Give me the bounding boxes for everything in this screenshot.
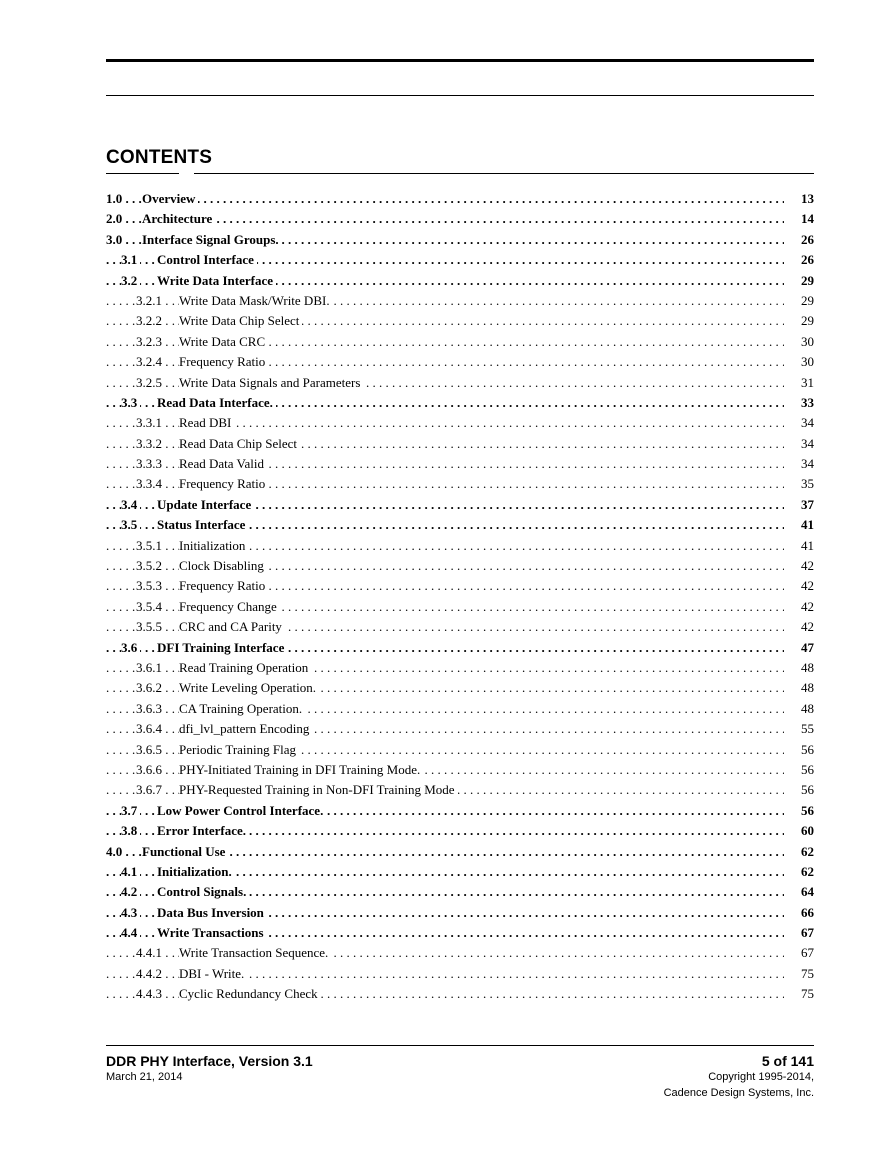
toc-entry-number: 3.4 xyxy=(121,495,140,515)
toc-entry-number: 4.3 xyxy=(121,903,140,923)
toc-entry-number: 4.1 xyxy=(121,862,140,882)
toc-entry-title: CA Training Operation. xyxy=(179,699,305,719)
toc-entry-number: 3.3.2 . . xyxy=(136,434,175,454)
toc-entry[interactable] xyxy=(106,189,814,209)
toc-entry[interactable] xyxy=(106,515,814,535)
toc-entry-page: 29 xyxy=(801,272,814,288)
toc-entry-number: 3.5.4 . . xyxy=(136,597,175,617)
toc-entry-title: Write Transactions xyxy=(157,923,267,943)
toc-entry-title: dfi_lvl_pattern Encoding xyxy=(179,719,312,739)
heading-underline-right xyxy=(194,173,814,174)
toc-entry-title: Frequency Ratio xyxy=(179,474,268,494)
toc-entry[interactable] xyxy=(106,556,814,576)
toc-entry-page: 47 xyxy=(801,639,814,655)
toc-entry-number: 3.2.2 . . xyxy=(136,311,175,331)
table-of-contents xyxy=(106,189,814,1005)
toc-entry[interactable] xyxy=(106,393,814,413)
toc-entry[interactable] xyxy=(106,862,814,882)
toc-entry[interactable] xyxy=(106,576,814,596)
toc-entry-title: Control Signals. xyxy=(157,882,249,902)
toc-entry-number: 3.5.5 . . xyxy=(136,617,175,637)
toc-entry-number: 3.3.3 . . xyxy=(136,454,175,474)
toc-entry[interactable] xyxy=(106,780,814,800)
toc-entry-page: 29 xyxy=(801,292,814,308)
toc-entry-number: 3.6.1 . . xyxy=(136,658,175,678)
toc-entry-title: Write Data Signals and Parameters xyxy=(179,373,363,393)
toc-entry-title: Write Data CRC xyxy=(179,332,268,352)
toc-entry[interactable] xyxy=(106,617,814,637)
footer-page-number: 5 of 141 xyxy=(761,1053,814,1069)
toc-entry-page: 56 xyxy=(801,782,814,798)
toc-entry[interactable] xyxy=(106,536,814,556)
toc-entry-number: 3.3.4 . . xyxy=(136,474,175,494)
toc-entry-page: 42 xyxy=(801,578,814,594)
toc-entry-page: 34 xyxy=(801,435,814,451)
toc-entry[interactable] xyxy=(106,413,814,433)
toc-entry-title: Functional Use xyxy=(142,842,228,862)
footer-rule xyxy=(106,1045,814,1046)
toc-entry-title: PHY-Initiated Training in DFI Training Mode. xyxy=(179,760,423,780)
heading-underline-left xyxy=(106,173,179,174)
toc-entry-title: Overview xyxy=(142,189,198,209)
top-rule-thin xyxy=(106,95,814,96)
toc-entry-number: 3.2.3 . . xyxy=(136,332,175,352)
toc-entry[interactable] xyxy=(106,821,814,841)
toc-entry-number: 4.4.2 . . xyxy=(136,964,175,984)
toc-entry[interactable] xyxy=(106,740,814,760)
toc-entry[interactable] xyxy=(106,638,814,658)
toc-entry-number: 4.4.3 . . xyxy=(136,984,175,1004)
toc-entry-number: 3.2 xyxy=(121,271,140,291)
toc-entry-page: 14 xyxy=(801,211,814,227)
toc-entry-page: 31 xyxy=(801,374,814,390)
toc-entry-title: Error Interface. xyxy=(157,821,249,841)
toc-entry-number: 4.4 xyxy=(121,923,140,943)
footer-company: Cadence Design Systems, Inc. xyxy=(663,1087,814,1099)
toc-entry-page: 75 xyxy=(801,965,814,981)
toc-entry[interactable] xyxy=(106,882,814,902)
toc-entry-title: CRC and CA Parity xyxy=(179,617,285,637)
toc-entry-number: 3.2.5 . . xyxy=(136,373,175,393)
contents-heading: CONTENTS xyxy=(106,147,213,168)
toc-entry-number: 2.0 xyxy=(106,209,125,229)
toc-entry-page: 56 xyxy=(801,802,814,818)
toc-entry-page: 62 xyxy=(801,843,814,859)
toc-entry-page: 56 xyxy=(801,741,814,757)
toc-entry[interactable] xyxy=(106,352,814,372)
toc-entry-page: 55 xyxy=(801,721,814,737)
toc-entry-title: Write Data Chip Select xyxy=(179,311,302,331)
toc-entry-page: 13 xyxy=(801,191,814,206)
toc-entry[interactable] xyxy=(106,291,814,311)
toc-entry-page: 35 xyxy=(801,476,814,492)
toc-entry[interactable] xyxy=(106,474,814,494)
toc-entry[interactable] xyxy=(106,678,814,698)
toc-entry-number: 3.1 xyxy=(121,250,140,270)
toc-entry-title: Write Data Mask/Write DBI. xyxy=(179,291,333,311)
toc-entry[interactable] xyxy=(106,923,814,943)
toc-entry-title: Read Training Operation xyxy=(179,658,311,678)
footer-copyright: Copyright 1995-2014, xyxy=(708,1071,814,1083)
toc-entry-title: Status Interface xyxy=(157,515,248,535)
toc-entry[interactable] xyxy=(106,984,814,1004)
toc-entry-title: Write Leveling Operation. xyxy=(179,678,319,698)
toc-entry-page: 33 xyxy=(801,394,814,410)
toc-entry-page: 64 xyxy=(801,884,814,900)
toc-entry[interactable] xyxy=(106,373,814,393)
toc-entry-number: 3.6.4 . . xyxy=(136,719,175,739)
toc-entry-page: 42 xyxy=(801,619,814,635)
toc-entry[interactable] xyxy=(106,250,814,270)
toc-entry-title: Update Interface xyxy=(157,495,254,515)
toc-entry-number: 3.6.5 . . xyxy=(136,740,175,760)
toc-entry-number: 3.6.2 . . xyxy=(136,678,175,698)
toc-entry-page: 29 xyxy=(801,313,814,329)
toc-entry-page: 30 xyxy=(801,354,814,370)
toc-entry-title: Initialization. xyxy=(157,862,235,882)
toc-entry-number: 3.6.7 . . xyxy=(136,780,175,800)
toc-entry-title: Read Data Interface. xyxy=(157,393,276,413)
toc-entry-page: 41 xyxy=(801,537,814,553)
toc-entry-number: 3.5 xyxy=(121,515,140,535)
dot-leader xyxy=(106,189,784,209)
toc-entry-number: 4.0 xyxy=(106,842,125,862)
toc-entry-number: 3.5.3 . . xyxy=(136,576,175,596)
toc-entry-page: 30 xyxy=(801,333,814,349)
toc-entry-number: 3.8 xyxy=(121,821,140,841)
toc-entry-number: 3.6 xyxy=(121,638,140,658)
toc-entry-number: 1.0 xyxy=(106,189,125,209)
toc-entry-title: DFI Training Interface xyxy=(157,638,287,658)
toc-entry[interactable] xyxy=(106,964,814,984)
toc-entry-title: Control Interface xyxy=(157,250,257,270)
toc-entry-page: 37 xyxy=(801,496,814,512)
toc-entry-title: Interface Signal Groups. xyxy=(142,230,282,250)
toc-entry[interactable] xyxy=(106,271,814,291)
toc-entry[interactable] xyxy=(106,943,814,963)
toc-entry-page: 75 xyxy=(801,986,814,1002)
toc-entry-number: 3.6.3 . . xyxy=(136,699,175,719)
toc-entry-title: Frequency Ratio xyxy=(179,576,268,596)
toc-entry-number: 3.5.1 . . xyxy=(136,536,175,556)
toc-entry-number: 3.2.4 . . xyxy=(136,352,175,372)
toc-entry[interactable] xyxy=(106,230,814,250)
toc-entry[interactable] xyxy=(106,597,814,617)
toc-entry-title: Read Data Valid xyxy=(179,454,267,474)
toc-entry-title: Read Data Chip Select xyxy=(179,434,300,454)
toc-entry-title: Low Power Control Interface. xyxy=(157,801,326,821)
toc-entry[interactable] xyxy=(106,454,814,474)
toc-entry-page: 60 xyxy=(801,823,814,839)
toc-entry-title: Frequency Ratio xyxy=(179,352,268,372)
toc-entry-title: Initialization xyxy=(179,536,248,556)
toc-entry-title: Architecture xyxy=(142,209,215,229)
toc-entry-page: 42 xyxy=(801,558,814,574)
toc-entry[interactable] xyxy=(106,209,814,229)
toc-entry-page: 56 xyxy=(801,761,814,777)
toc-entry-page: 48 xyxy=(801,700,814,716)
toc-entry-title: Read DBI xyxy=(179,413,234,433)
toc-entry-page: 67 xyxy=(801,925,814,941)
toc-entry-number: 3.6.6 . . xyxy=(136,760,175,780)
footer-date: March 21, 2014 xyxy=(106,1071,183,1083)
toc-entry-number: 3.0 xyxy=(106,230,125,250)
toc-entry-number: 3.5.2 . . xyxy=(136,556,175,576)
toc-entry[interactable] xyxy=(106,495,814,515)
toc-entry-title: Write Data Interface xyxy=(157,271,276,291)
toc-entry[interactable] xyxy=(106,658,814,678)
toc-entry[interactable] xyxy=(106,719,814,739)
toc-entry-title: Cyclic Redundancy Check xyxy=(179,984,321,1004)
toc-entry-page: 42 xyxy=(801,598,814,614)
toc-entry-page: 26 xyxy=(801,231,814,247)
toc-entry[interactable] xyxy=(106,699,814,719)
toc-entry[interactable] xyxy=(106,332,814,352)
toc-entry-title: Data Bus Inversion xyxy=(157,903,267,923)
toc-entry-number: 3.7 xyxy=(121,801,140,821)
toc-entry[interactable] xyxy=(106,434,814,454)
toc-entry-page: 34 xyxy=(801,415,814,431)
toc-entry-number: 4.2 xyxy=(121,882,140,902)
toc-entry-page: 67 xyxy=(801,945,814,961)
toc-entry-page: 34 xyxy=(801,456,814,472)
toc-entry[interactable] xyxy=(106,903,814,923)
toc-entry-title: DBI - Write. xyxy=(179,964,247,984)
top-rule-thick xyxy=(106,59,814,62)
toc-entry-title: PHY-Requested Training in Non-DFI Training Mode xyxy=(179,780,458,800)
toc-entry-title: Frequency Change xyxy=(179,597,280,617)
footer-doc-title: DDR PHY Interface, Version 3.1 xyxy=(106,1053,313,1069)
toc-entry-page: 48 xyxy=(801,659,814,675)
toc-entry-title: Periodic Training Flag xyxy=(179,740,299,760)
toc-entry-page: 62 xyxy=(801,863,814,879)
toc-entry-title: Clock Disabling xyxy=(179,556,267,576)
toc-entry-number: 4.4.1 . . xyxy=(136,943,175,963)
toc-entry[interactable] xyxy=(106,760,814,780)
toc-entry-number: 3.2.1 . . xyxy=(136,291,175,311)
toc-entry-page: 26 xyxy=(801,252,814,268)
toc-entry-page: 41 xyxy=(801,517,814,533)
toc-entry-number: 3.3 xyxy=(121,393,140,413)
toc-entry[interactable] xyxy=(106,311,814,331)
toc-entry[interactable] xyxy=(106,801,814,821)
toc-entry[interactable] xyxy=(106,842,814,862)
toc-entry-page: 66 xyxy=(801,904,814,920)
toc-entry-number: 3.3.1 . . xyxy=(136,413,175,433)
toc-entry-page: 48 xyxy=(801,680,814,696)
toc-entry-title: Write Transaction Sequence. xyxy=(179,943,331,963)
